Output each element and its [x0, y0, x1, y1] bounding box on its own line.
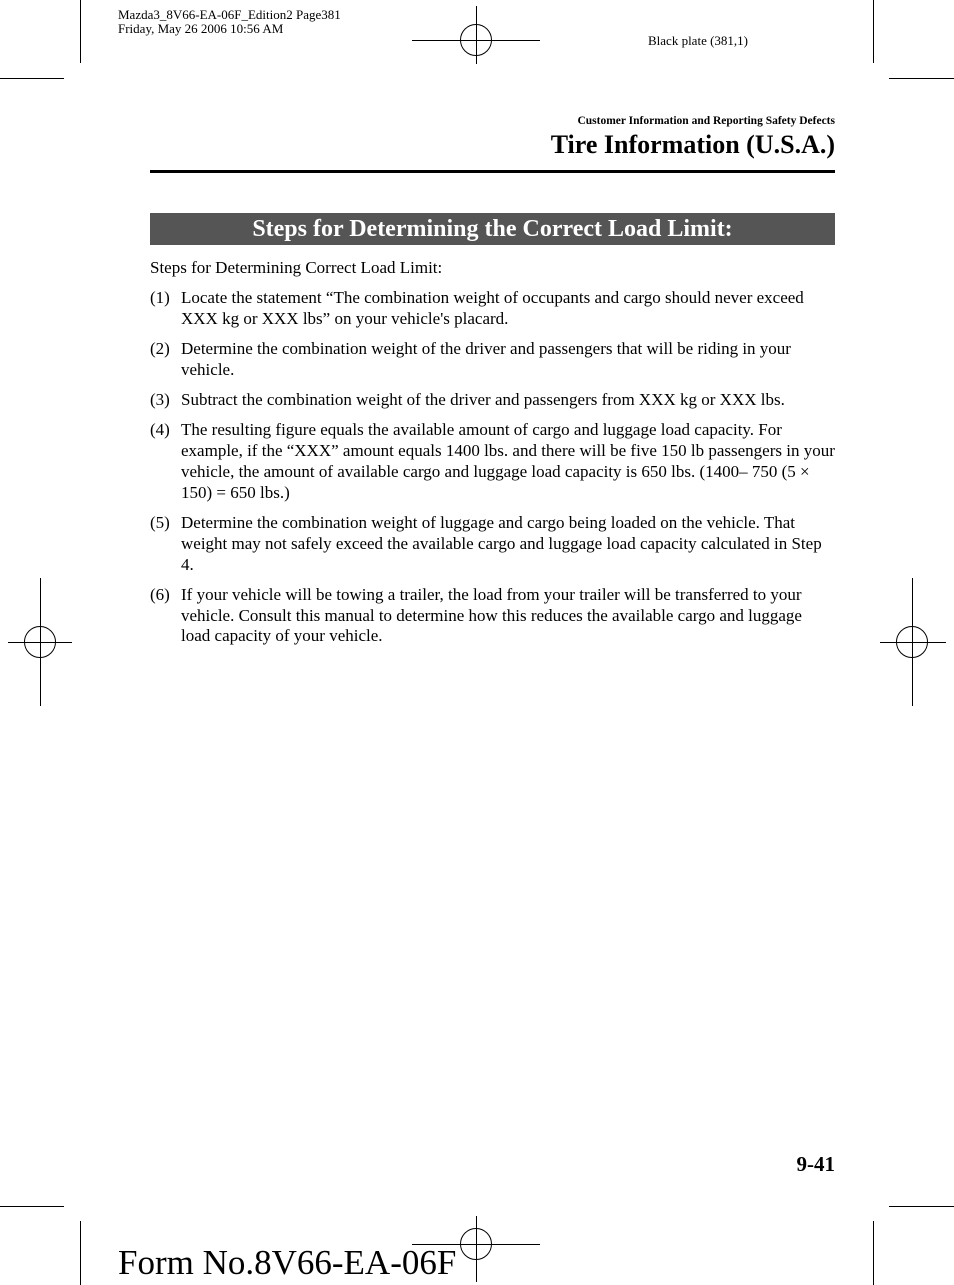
step-number: (3)	[150, 389, 170, 409]
crop-mark-bottom-left-h	[0, 1206, 64, 1207]
crop-mark-bottom-right-v	[873, 1221, 874, 1285]
step-number: (2)	[150, 338, 170, 358]
list-item	[150, 390, 835, 411]
subsection-banner: Steps for Determining the Correct Load Limit:	[150, 213, 835, 245]
step-text: The resulting figure equals the available amount of cargo and luggage load capacity. For example, if the “XXX” amount equals 1400 lbs. and there will be five 150 lb passengers in your vehicle, the amount of available cargo and luggage load capacity is 650 lbs. (1400– 750 (5 × 150) = 650 lbs.)	[181, 420, 835, 502]
registration-mark-right	[880, 578, 946, 708]
crop-mark-top-right-h	[889, 78, 954, 79]
step-number: (1)	[150, 287, 170, 307]
print-metadata	[118, 8, 341, 36]
list-item	[150, 288, 835, 330]
step-text: Subtract the combination weight of the driver and passengers from XXX kg or XXX lbs.	[181, 389, 785, 409]
intro-text: Steps for Determining Correct Load Limit:	[150, 258, 443, 277]
list-item	[150, 513, 835, 575]
list-item	[150, 339, 835, 381]
step-number: (4)	[150, 420, 170, 440]
list-item	[150, 420, 835, 503]
step-text: If your vehicle will be towing a trailer, the load from your trailer will be transferred to your vehicle. Consult this manual to determine how this reduces the available cargo and luggage load capacity of your vehicle.	[181, 584, 802, 646]
crop-mark-top-left-v	[80, 0, 81, 63]
crop-mark-top-left-h	[0, 78, 64, 79]
crop-mark-top-right-v	[873, 0, 874, 63]
title-rule	[150, 170, 835, 173]
step-text: Determine the combination weight of the driver and passengers that will be riding in your vehicle.	[181, 338, 791, 379]
crop-mark-bottom-right-h	[889, 1206, 954, 1207]
steps-list	[150, 288, 835, 647]
running-head: Customer Information and Reporting Safety Defects	[577, 115, 835, 127]
crop-mark-bottom-left-v	[80, 1221, 81, 1285]
list-item	[150, 585, 835, 647]
step-number: (6)	[150, 584, 170, 604]
registration-mark-top	[412, 6, 542, 66]
step-text: Locate the statement “The combination weight of occupants and cargo should never exceed XXX kg or XXX lbs” on your vehicle's placard.	[181, 287, 804, 328]
registration-mark-left	[8, 578, 72, 708]
step-text: Determine the combination weight of luggage and cargo being loaded on the vehicle. That weight may not safely exceed the available cargo and luggage load capacity calculated in Step 4.	[181, 512, 822, 574]
page-number: 9-41	[796, 1152, 835, 1176]
body-content	[150, 258, 835, 657]
print-meta-line-1: Mazda3_8V66-EA-06F_Edition2 Page381	[118, 7, 341, 22]
form-number: Form No.8V66-EA-06F	[118, 1243, 457, 1282]
print-meta-line-2: Friday, May 26 2006 10:56 AM	[118, 21, 284, 36]
step-number: (5)	[150, 512, 170, 532]
plate-label: Black plate (381,1)	[648, 33, 748, 48]
section-title: Tire Information (U.S.A.)	[550, 130, 835, 159]
